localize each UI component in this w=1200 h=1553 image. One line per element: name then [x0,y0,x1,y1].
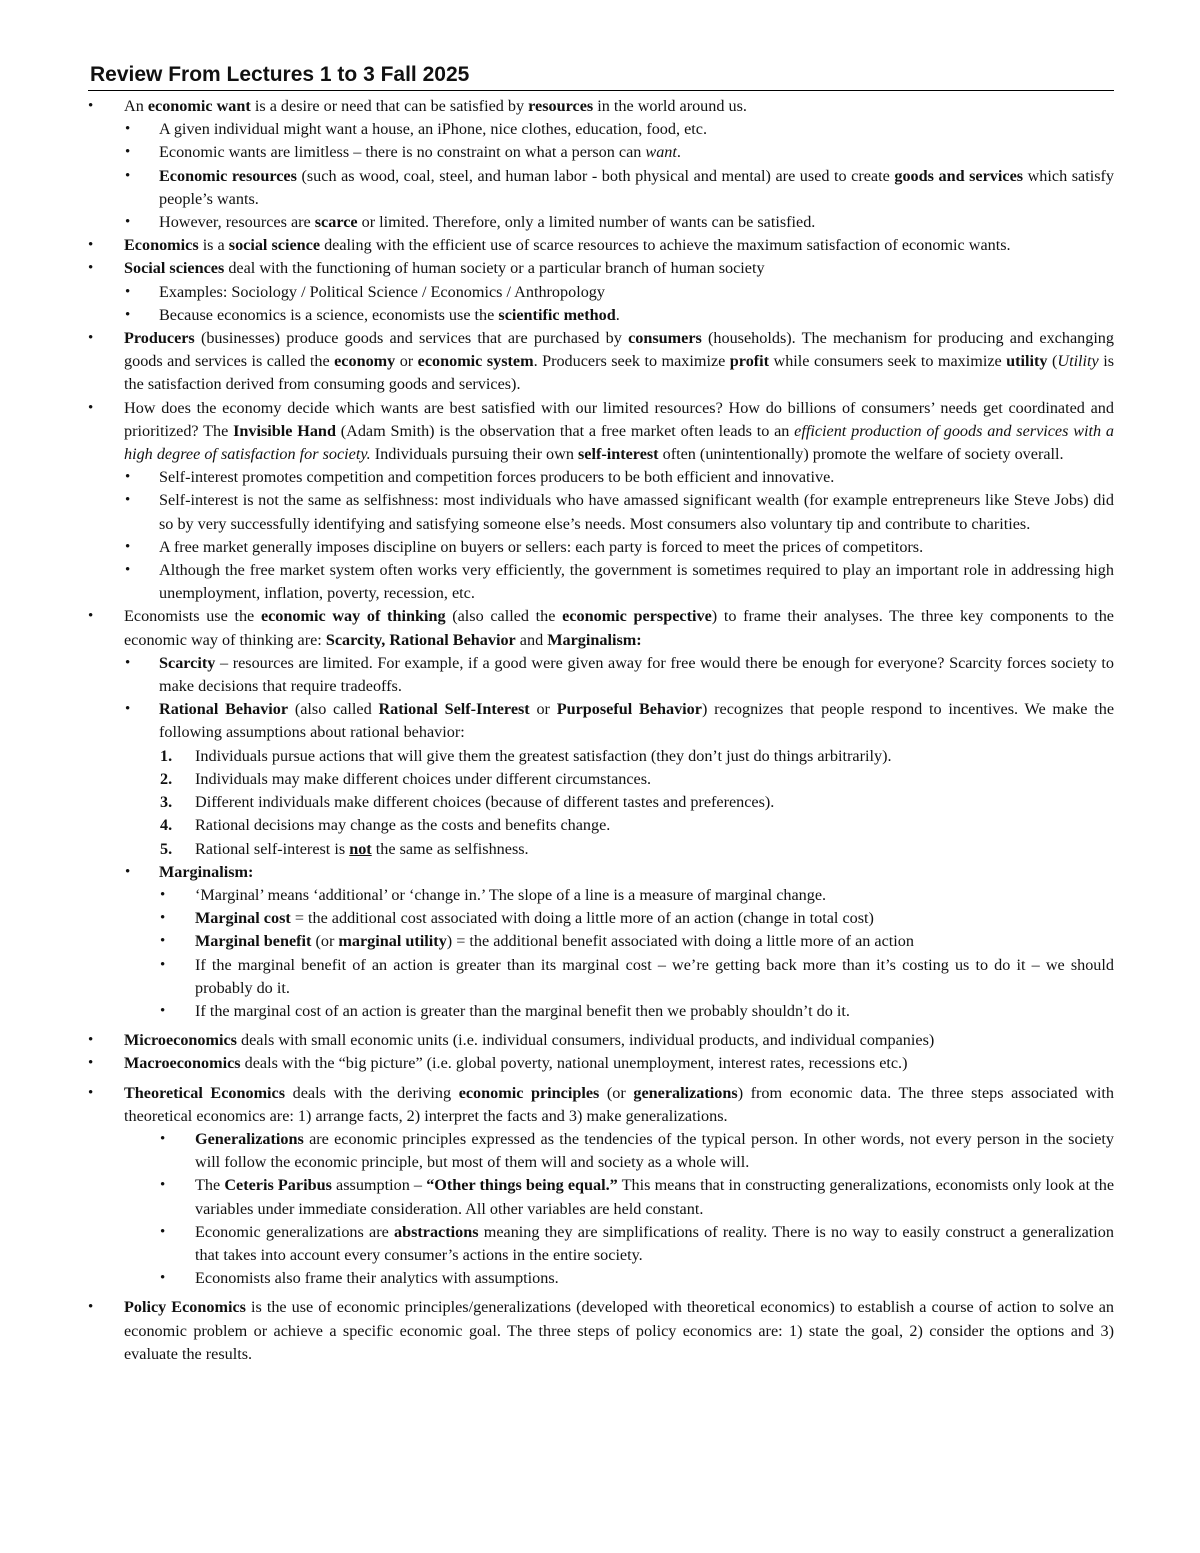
bullet-item-level-1: • Economics is a social science dealing with the efficient use of scarce resources to achieve the maximum satisfaction of economic wants. [88,234,1114,257]
item-text: Individuals may make different choices under different circumstances. [195,769,652,788]
bullet-item-level-2: • However, resources are scarce or limited. Therefore, only a limited number of wants can be satisfied. [88,211,1114,234]
bullet-item-level-1: • Theoretical Economics deals with the deriving economic principles (or generalizations) from economic data. The three steps associated with theoretical economics are: 1) arrange facts, 2) interpret the facts and 3) make generalizations. [88,1082,1114,1128]
bullet-item-level-2: • Although the free market system often works very efficiently, the government is sometimes required to play an important role in addressing high unemployment, inflation, poverty, recession, etc. [88,559,1114,605]
item-number: 5. [160,839,173,858]
bullet-item-level-1: • How does the economy decide which wants are best satisfied with our limited resources? How do billions of consumers’ needs get coordinated and prioritized? The Invisible Hand (Adam Smith) is the observation that a free market often leads to an efficient production of goods and services with a high degree of satisfaction for society. Individuals pursuing their own self-interest often (unintentionally) promote the welfare of society overall. [88,397,1114,467]
bullet-item-level-3: • Marginal cost = the additional cost associated with doing a little more of an action (change in total cost) [88,907,1114,930]
bullet-item-level-2: • Examples: Sociology / Political Science / Economics / Anthropology [88,281,1114,304]
bullet-item-level-3: • Economists also frame their analytics with assumptions. [88,1267,1114,1290]
bullet-item-level-2: • Marginalism: [88,861,1114,884]
bullet-item-level-2: • Economic wants are limitless – there is no constraint on what a person can want. [88,141,1114,164]
bullet-item-level-2: • Self-interest promotes competition and competition forces producers to be both efficient and innovative. [88,466,1114,489]
bullet-item-level-3: • Generalizations are economic principles expressed as the tendencies of the typical person. In other words, not every person in the society will follow the economic principle, but most of them will and society as a whole will. [88,1128,1114,1174]
numbered-item [88,814,1114,837]
bullet-item-level-3: • The Ceteris Paribus assumption – “Other things being equal.” This means that in constructing generalizations, economists only look at the variables under immediate consideration. All other variables are held constant. [88,1174,1114,1220]
bullet-item-level-3: • If the marginal cost of an action is greater than the marginal benefit then we probably shouldn’t do it. [88,1000,1114,1023]
bullet-item-level-3: • Economic generalizations are abstractions meaning they are simplifications of reality. There is no way to easily construct a generalization that takes into account every consumer’s actions in the entire society. [88,1221,1114,1267]
numbered-item [88,768,1114,791]
bullet-item-level-1: • An economic want is a desire or need that can be satisfied by resources in the world around us. [88,95,1114,118]
bullet-item-level-3: • If the marginal benefit of an action is greater than its marginal cost – we’re getting back more than it’s costing us to do it – we should probably do it. [88,954,1114,1000]
item-number: 2. [160,769,173,788]
bullet-item-level-1: • Producers (businesses) produce goods and services that are purchased by consumers (households). The mechanism for producing and exchanging goods and services is called the economy or economic system. Producers seek to maximize profit while consumers seek to maximize utility (Utility is the satisfaction derived from consuming goods and services). [88,327,1114,397]
bullet-item-level-2: • Economic resources (such as wood, coal, steel, and human labor - both physical and mental) are used to create goods and services which satisfy people’s wants. [88,165,1114,211]
item-text: Rational decisions may change as the costs and benefits change. [195,816,611,835]
document-page [88,62,1114,1366]
numbered-item [88,838,1114,861]
item-number: 4. [160,816,173,835]
page-title: Review From Lectures 1 to 3 Fall 2025 [88,62,1114,91]
bullet-list [88,95,1114,1366]
numbered-item [88,791,1114,814]
bullet-item-level-2: • A given individual might want a house, an iPhone, nice clothes, education, food, etc. [88,118,1114,141]
bullet-item-level-1: • Policy Economics is the use of economic principles/generalizations (developed with theoretical economics) to establish a course of action to solve an economic problem or achieve a specific economic goal. The three steps of policy economics are: 1) state the goal, 2) consider the options and 3) evaluate the results. [88,1296,1114,1366]
bullet-item-level-2: • A free market generally imposes discipline on buyers or sellers: each party is forced to meet the prices of competitors. [88,536,1114,559]
bullet-item-level-1: • Social sciences deal with the functioning of human society or a particular branch of human society [88,257,1114,280]
item-number: 1. [160,746,173,765]
bullet-item-level-3: • ‘Marginal’ means ‘additional’ or ‘change in.’ The slope of a line is a measure of marginal change. [88,884,1114,907]
bullet-item-level-1: • Microeconomics deals with small economic units (i.e. individual consumers, individual products, and individual companies) [88,1029,1114,1052]
numbered-item [88,745,1114,768]
bullet-item-level-2: • Because economics is a science, economists use the scientific method. [88,304,1114,327]
bullet-item-level-2: • Rational Behavior (also called Rational Self-Interest or Purposeful Behavior) recognizes that people respond to incentives. We make the following assumptions about rational behavior: [88,698,1114,744]
bullet-item-level-1: • Economists use the economic way of thinking (also called the economic perspective) to frame their analyses. The three key components to the economic way of thinking are: Scarcity, Rational Behavior and Marginalism: [88,605,1114,651]
item-number: 3. [160,793,173,812]
bullet-item-level-3: • Marginal benefit (or marginal utility) = the additional benefit associated with doing a little more of an action [88,930,1114,953]
item-text: Individuals pursue actions that will give them the greatest satisfaction (they don’t just do things arbitrarily). [195,746,892,765]
bullet-item-level-2: • Self-interest is not the same as selfishness: most individuals who have amassed significant wealth (for example entrepreneurs like Steve Jobs) did so by very successfully identifying and satisfying someone else’s needs. Most consumers also voluntary tip and contribute to charities. [88,489,1114,535]
item-text: Rational self-interest is not the same as selfishness. [195,839,529,858]
item-text: Different individuals make different choices (because of different tastes and preferences). [195,793,775,812]
bullet-item-level-1: • Macroeconomics deals with the “big picture” (i.e. global poverty, national unemployment, interest rates, recessions etc.) [88,1052,1114,1075]
bullet-item-level-2: • Scarcity – resources are limited. For example, if a good were given away for free would there be enough for everyone? Scarcity forces society to make decisions that require tradeoffs. [88,652,1114,698]
